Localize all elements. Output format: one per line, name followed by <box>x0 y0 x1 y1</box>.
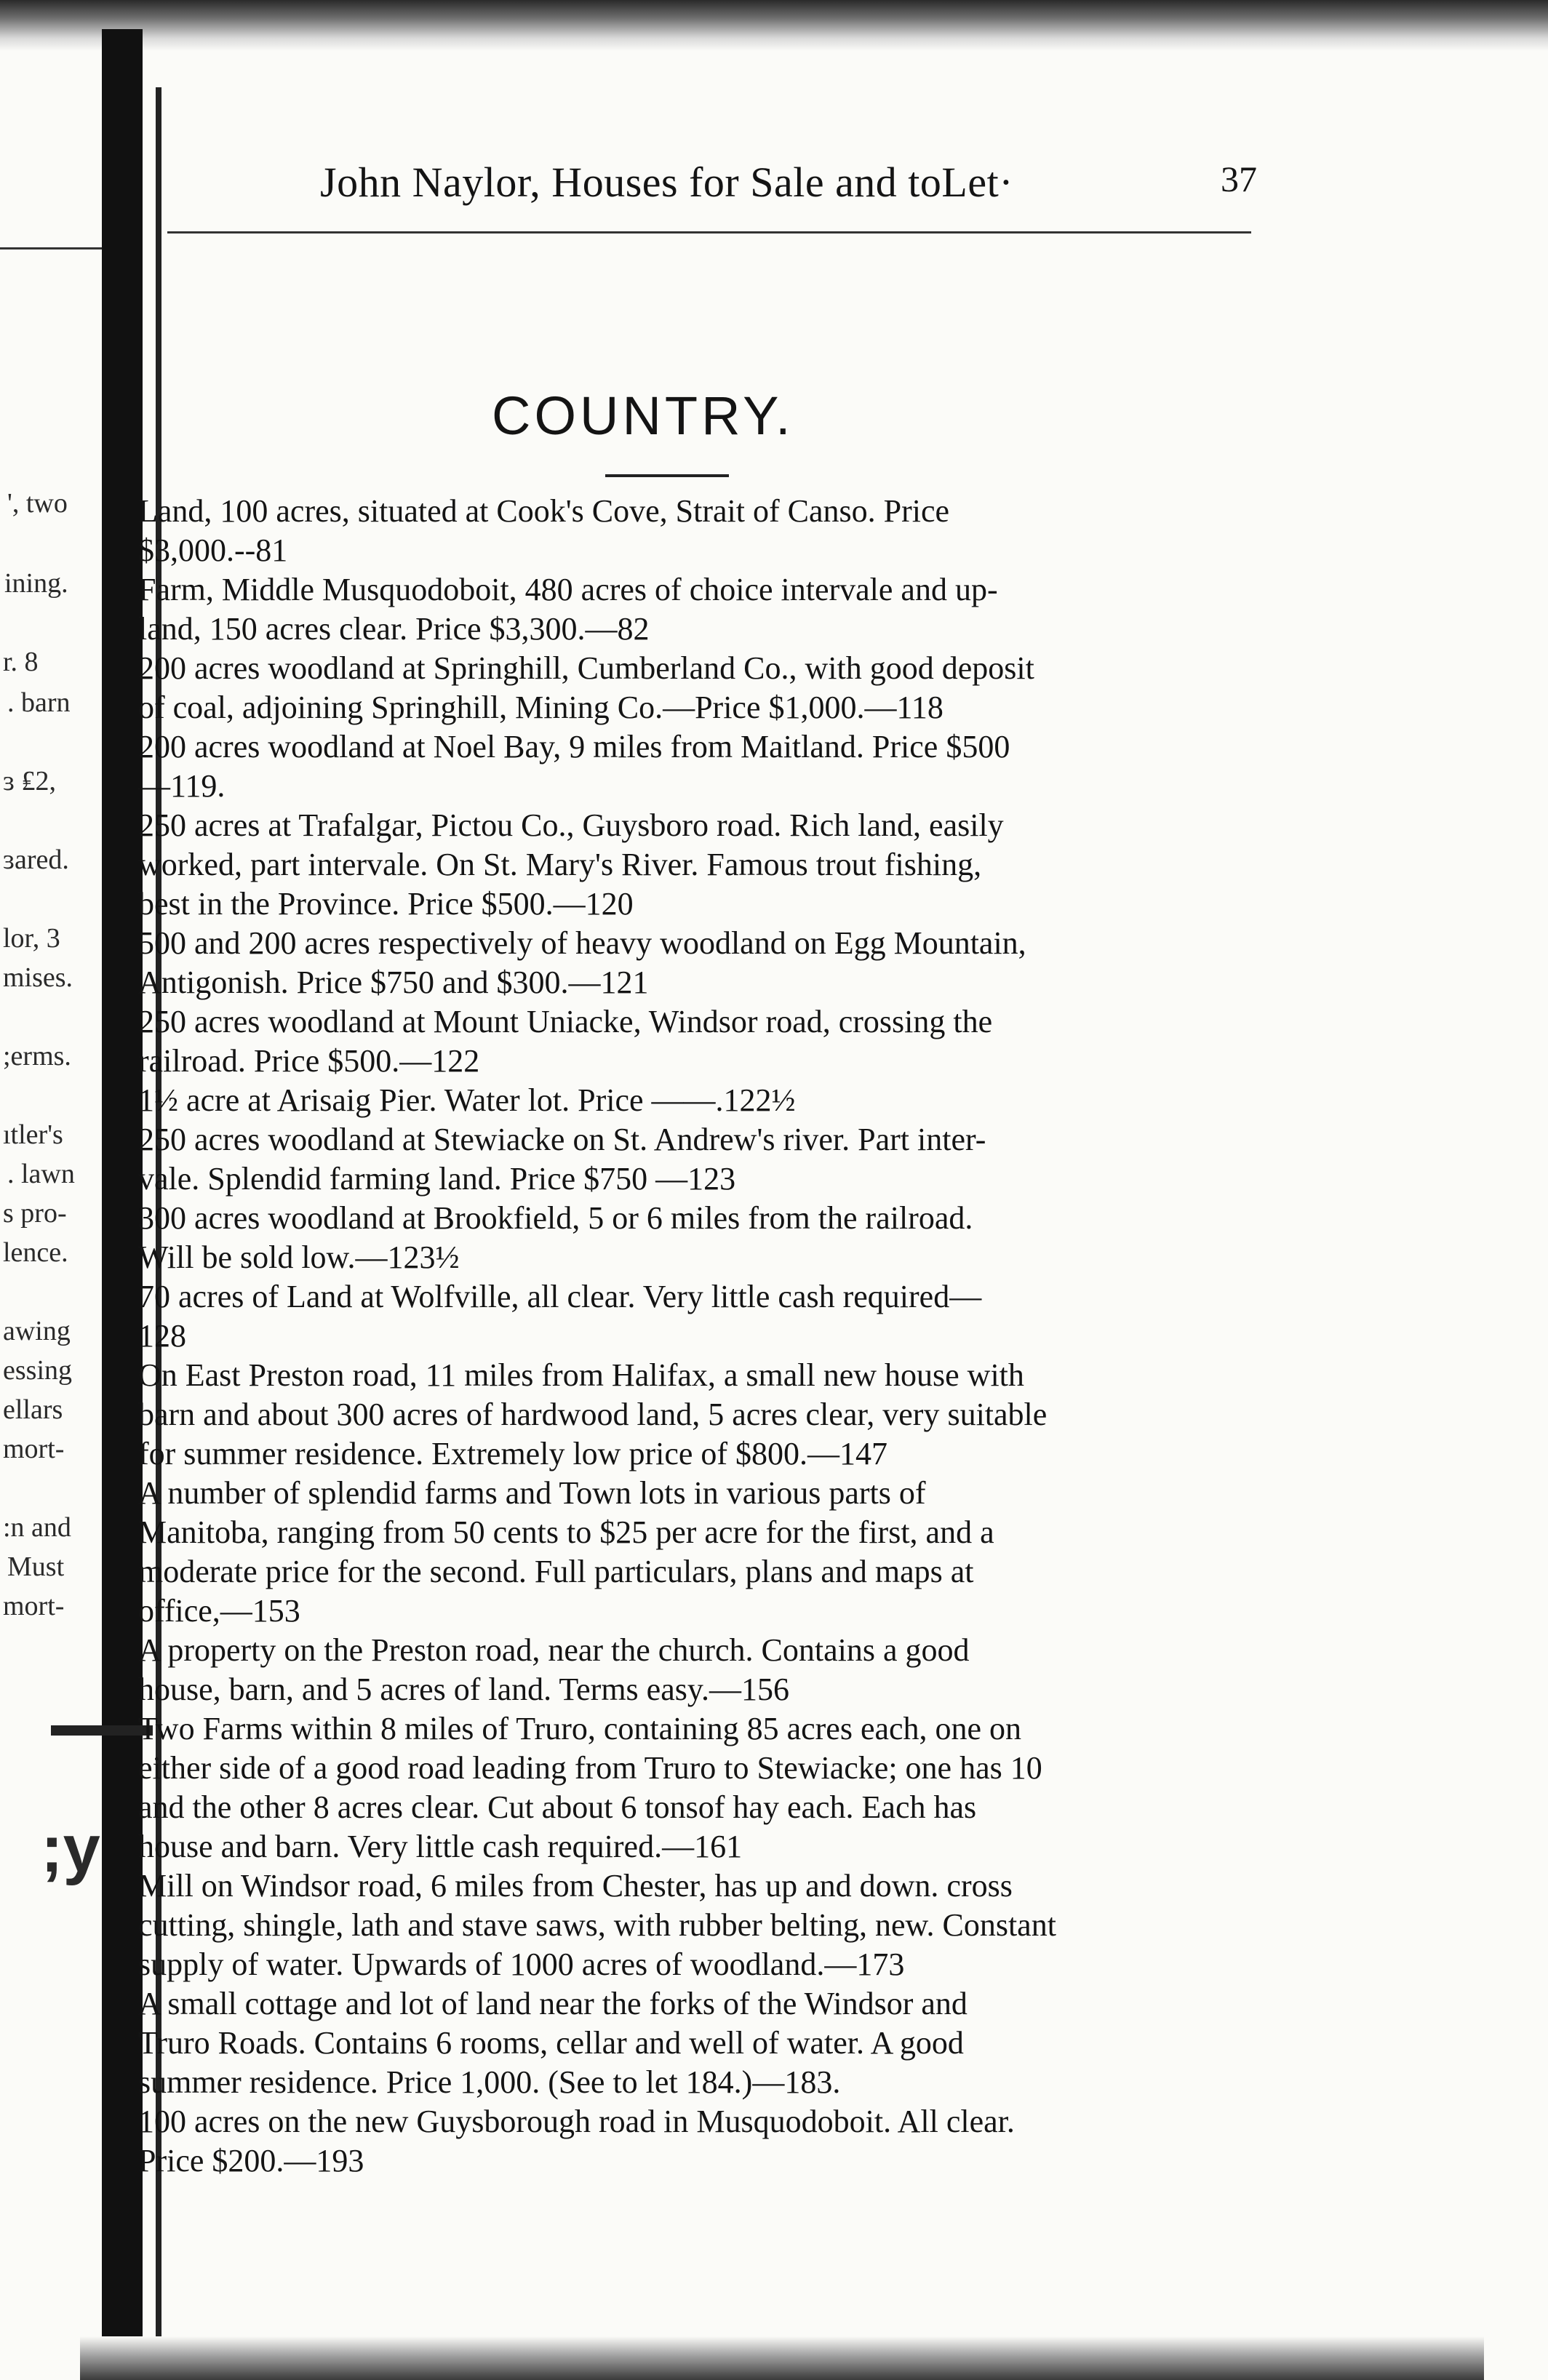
listing-line: Manitoba, ranging from 50 cents to $25 per acre for the first, and a <box>138 1514 994 1550</box>
listing-line: 250 acres at Trafalgar, Pictou Co., Guysboro road. Rich land, easily <box>138 807 1004 843</box>
adjacent-page-fragments <box>0 0 102 2380</box>
listing-line: house and barn. Very little cash required.—161 <box>138 1829 743 1864</box>
margin-fragment: s pro- <box>3 1198 67 1229</box>
listing-line: barn and about 300 acres of hardwood land, 5 acres clear, very suitable <box>138 1397 1048 1432</box>
margin-fragment: awing <box>3 1316 71 1346</box>
listing-line: Farm, Middle Musquodoboit, 480 acres of choice intervale and up- <box>138 572 998 607</box>
listing-line: 128 <box>138 1318 186 1354</box>
listing-line: 500 and 200 acres respectively of heavy woodland on Egg Mountain, <box>138 925 1026 961</box>
listings-column <box>138 492 1258 2181</box>
running-head: John Naylor, Houses for Sale and toLet· <box>320 159 1014 206</box>
listing-line: moderate price for the second. Full particulars, plans and maps at <box>138 1554 974 1589</box>
listing-line: 250 acres woodland at Mount Uniacke, Windsor road, crossing the <box>138 1004 993 1039</box>
listing-line: Will be sold low.—123½ <box>138 1239 460 1275</box>
listing-line: office,—153 <box>138 1593 300 1629</box>
margin-fragment: mises. <box>3 962 73 993</box>
listing-line: Mill on Windsor road, 6 miles from Chester, has up and down. cross <box>138 1868 1013 1904</box>
listing-line: Truro Roads. Contains 6 rooms, cellar and well of water. A good <box>138 2025 964 2061</box>
listing-line: $3,000.--81 <box>138 532 288 568</box>
listing-line: 300 acres woodland at Brookfield, 5 or 6 miles from the railroad. <box>138 1200 973 1236</box>
listing-line: Price $200.—193 <box>138 2143 364 2179</box>
margin-fragment: ellars <box>3 1394 63 1425</box>
section-title: COUNTRY. <box>492 386 794 446</box>
margin-fragment: Must <box>7 1552 65 1582</box>
listing-line: 200 acres woodland at Springhill, Cumberland Co., with good deposit <box>138 650 1034 686</box>
margin-fragment: . lawn <box>7 1159 75 1189</box>
listing-line: land, 150 acres clear. Price $3,300.—82 <box>138 611 650 647</box>
listing-line: 70 acres of Land at Wolfville, all clear. Very little cash required— <box>138 1279 982 1314</box>
margin-fragment: ining. <box>4 568 68 599</box>
listing-line: A number of splendid farms and Town lots in various parts of <box>138 1475 926 1511</box>
listing-line: Two Farms within 8 miles of Truro, containing 85 acres each, one on <box>138 1711 1022 1746</box>
margin-fragment: mort- <box>3 1591 65 1621</box>
listing-line: 250 acres woodland at Stewiacke on St. Andrew's river. Part inter- <box>138 1122 986 1157</box>
listing-line: of coal, adjoining Springhill, Mining Co.—Price $1,000.—118 <box>138 690 943 725</box>
margin-fragment: essing <box>3 1355 72 1386</box>
margin-fragment-large: ;y <box>41 1812 100 1886</box>
listing-line: On East Preston road, 11 miles from Halifax, a small new house with <box>138 1357 1024 1393</box>
binding-edge <box>102 29 143 2380</box>
listing-line: 200 acres woodland at Noel Bay, 9 miles from Maitland. Price $500 <box>138 729 1010 764</box>
adjacent-page-rule <box>0 247 102 249</box>
listing-line: Land, 100 acres, situated at Cook's Cove, Strait of Canso. Price <box>138 493 950 529</box>
listing-line: vale. Splendid farming land. Price $750 —123 <box>138 1161 736 1197</box>
listing-line: house, barn, and 5 acres of land. Terms easy.—156 <box>138 1672 789 1707</box>
margin-fragment: lence. <box>3 1237 68 1268</box>
header-rule <box>167 231 1251 233</box>
listing-line: and the other 8 acres clear. Cut about 6 tonsof hay each. Each has <box>138 1789 977 1825</box>
margin-fragment: lor, 3 <box>3 923 60 954</box>
margin-fragment: :n and <box>3 1512 71 1543</box>
scan-bottom-edge <box>80 2336 1484 2380</box>
listing-line: 1½ acre at Arisaig Pier. Water lot. Price ——.122½ <box>138 1082 796 1118</box>
listing-line: railroad. Price $500.—122 <box>138 1043 480 1079</box>
listing-line: best in the Province. Price $500.—120 <box>138 886 634 922</box>
margin-fragment: ɜared. <box>3 844 69 875</box>
title-rule <box>605 474 729 477</box>
listing-line: —119. <box>138 768 226 804</box>
margin-fragment: ', two <box>7 488 68 519</box>
listing-line: either side of a good road leading from Truro to Stewiacke; one has 10 <box>138 1750 1042 1786</box>
margin-fragment: . barn <box>7 687 71 718</box>
listing-line: worked, part intervale. On St. Mary's River. Famous trout fishing, <box>138 847 982 882</box>
listing-line: summer residence. Price 1,000. (See to let 184.)—183. <box>138 2064 841 2100</box>
listing-line: cutting, shingle, lath and stave saws, with rubber belting, new. Constant <box>138 1907 1056 1943</box>
margin-fragment: r. 8 <box>3 647 39 677</box>
listing-line: A small cottage and lot of land near the forks of the Windsor and <box>138 1986 967 2021</box>
listing-line: supply of water. Upwards of 1000 acres of woodland.—173 <box>138 1946 905 1982</box>
page-number: 37 <box>1221 159 1257 199</box>
listing-line: Antigonish. Price $750 and $300.—121 <box>138 965 649 1000</box>
margin-fragment: mort- <box>3 1434 65 1464</box>
scan-top-edge <box>0 0 1548 51</box>
margin-fragment: ıtler's <box>3 1119 63 1150</box>
listing-line: A property on the Preston road, near the church. Contains a good <box>138 1632 970 1668</box>
listing-line: 100 acres on the new Guysborough road in Musquodoboit. All clear. <box>138 2104 1015 2139</box>
margin-fragment: ɜ ₤2, <box>3 766 56 796</box>
margin-fragment: ;erms. <box>3 1041 71 1071</box>
listing-line: for summer residence. Extremely low price of $800.—147 <box>138 1436 888 1471</box>
